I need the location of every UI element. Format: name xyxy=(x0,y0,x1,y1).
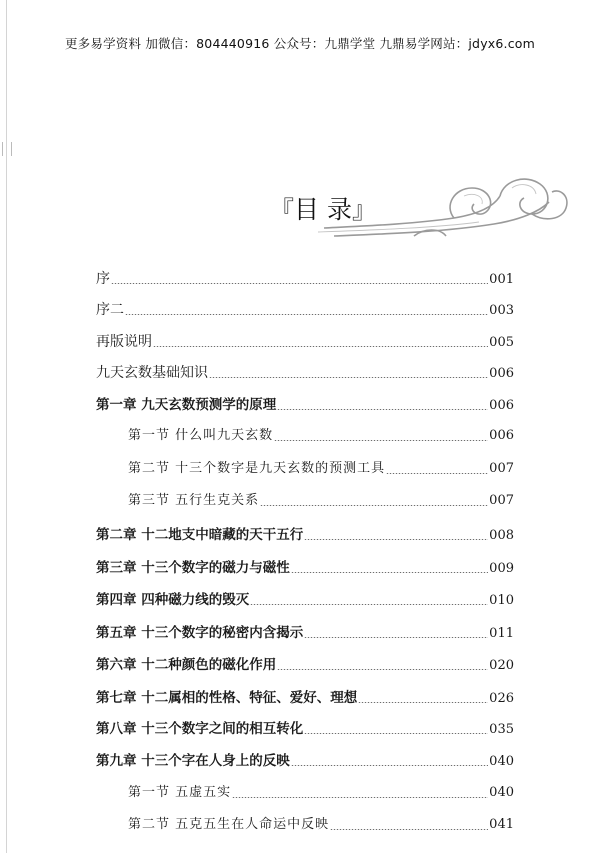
toc-entry-label: 九天玄数基础知识 xyxy=(96,365,208,381)
toc-entry-page: 007 xyxy=(489,461,514,476)
title-text: 目 录 xyxy=(294,195,352,224)
toc-entry-label: 第五章 十三个数字的秘密内含揭示 xyxy=(96,625,304,641)
toc-entry-page: 009 xyxy=(489,561,514,576)
toc-chapter-entry[interactable] xyxy=(96,559,514,577)
toc-entry-label: 第四章 四种磁力线的毁灭 xyxy=(96,592,250,608)
dot-leader xyxy=(330,829,488,830)
toc-chapter-entry[interactable] xyxy=(96,752,514,770)
toc-entry-page: 008 xyxy=(489,528,514,543)
toc-entry-page: 020 xyxy=(489,658,514,673)
toc-chapter-entry[interactable] xyxy=(96,591,514,609)
toc-entry-page: 035 xyxy=(489,722,514,737)
toc-chapter-entry[interactable] xyxy=(96,689,514,707)
toc-title-block xyxy=(270,186,590,276)
toc-entry-page: 007 xyxy=(489,493,514,508)
toc-entry-label: 再版说明 xyxy=(96,334,152,350)
toc-section-entry[interactable] xyxy=(128,460,514,478)
toc-entry-page: 006 xyxy=(489,398,514,413)
toc-entry-label: 序二 xyxy=(96,302,124,318)
toc-chapter-entry[interactable] xyxy=(96,396,514,414)
dot-leader xyxy=(386,473,488,474)
header-note: 更多易学资料 加微信：804440916 公众号：九鼎学堂 九鼎易学网站：jdyx6.com xyxy=(64,36,536,51)
dot-leader xyxy=(153,346,488,347)
toc-chapter-entry[interactable] xyxy=(96,624,514,642)
toc-entry-label: 第九章 十三个字在人身上的反映 xyxy=(96,753,290,769)
dot-leader xyxy=(291,572,488,573)
toc-entry-page: 011 xyxy=(489,626,514,641)
toc-entry-page: 006 xyxy=(489,428,514,443)
toc-entry-page: 040 xyxy=(489,785,514,800)
dot-leader xyxy=(111,283,488,284)
dot-leader xyxy=(277,409,488,410)
toc-entry-label: 第一章 九天玄数预测学的原理 xyxy=(96,397,277,413)
toc-entry-page: 010 xyxy=(489,593,514,608)
toc-entry-page: 041 xyxy=(489,817,514,832)
toc-entry[interactable] xyxy=(96,270,514,288)
dot-leader xyxy=(232,797,488,798)
toc-entry[interactable] xyxy=(96,364,514,382)
toc-entry-page: 006 xyxy=(489,366,514,381)
toc-section-entry[interactable] xyxy=(128,784,514,802)
toc-entry-label: 第一节 什么叫九天玄数 xyxy=(128,428,274,443)
dot-leader xyxy=(304,539,488,540)
title-open-bracket: 『 xyxy=(270,196,294,224)
binding-mark xyxy=(2,142,12,156)
toc-section-entry[interactable] xyxy=(128,816,514,834)
toc-entry-page: 040 xyxy=(489,754,514,769)
page-edge-line xyxy=(6,0,7,853)
toc-entry-page: 005 xyxy=(489,335,514,350)
toc-entry-label: 第三节 五行生克关系 xyxy=(128,493,260,508)
dot-leader xyxy=(125,314,488,315)
dot-leader xyxy=(250,604,488,605)
toc-entry-label: 第二章 十二地支中暗藏的天干五行 xyxy=(96,527,304,543)
toc-chapter-entry[interactable] xyxy=(96,526,514,544)
toc-entry[interactable] xyxy=(96,301,514,319)
toc-chapter-entry[interactable] xyxy=(96,656,514,674)
toc-entry-label: 第二节 十三个数字是九天玄数的预测工具 xyxy=(128,461,386,476)
dot-leader xyxy=(277,669,488,670)
toc-entry-label: 第三章 十三个数字的磁力与磁性 xyxy=(96,560,290,576)
toc-title xyxy=(270,190,376,226)
dot-leader xyxy=(358,702,488,703)
title-close-bracket: 』 xyxy=(351,196,376,224)
dot-leader xyxy=(209,377,488,378)
toc-section-entry[interactable] xyxy=(128,492,514,510)
toc-entry-page: 003 xyxy=(489,303,514,318)
dot-leader xyxy=(304,733,488,734)
toc-section-entry[interactable] xyxy=(128,427,514,445)
toc-chapter-entry[interactable] xyxy=(96,720,514,738)
toc-entry-label: 第六章 十二种颜色的磁化作用 xyxy=(96,657,277,673)
dot-leader xyxy=(291,765,488,766)
toc-entry-label: 第七章 十二属相的性格、特征、爱好、理想 xyxy=(96,690,358,706)
toc-entry-page: 001 xyxy=(489,272,514,287)
toc-entry-label: 第一节 五虚五实 xyxy=(128,785,232,800)
toc-entry-label: 第二节 五克五生在人命运中反映 xyxy=(128,817,330,832)
toc-entry[interactable] xyxy=(96,333,514,351)
dot-leader xyxy=(304,637,488,638)
dot-leader xyxy=(274,440,488,441)
dot-leader xyxy=(260,505,488,506)
toc-entry-label: 序 xyxy=(96,271,110,287)
toc-entry-label: 第八章 十三个数字之间的相互转化 xyxy=(96,721,304,737)
toc-entry-page: 026 xyxy=(489,691,514,706)
